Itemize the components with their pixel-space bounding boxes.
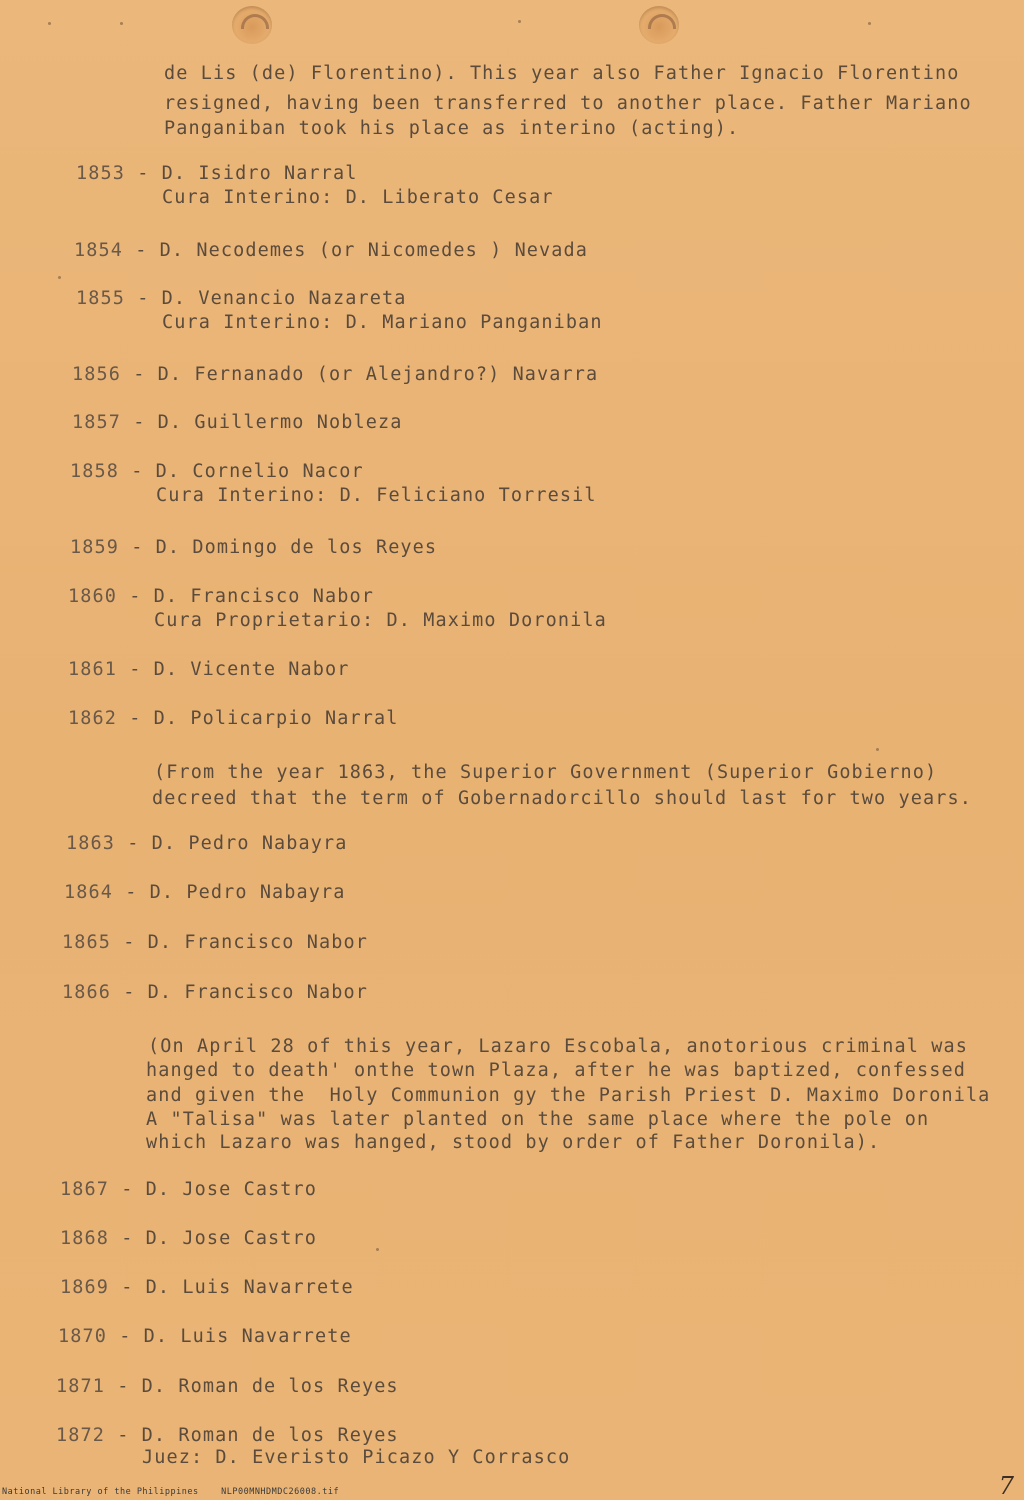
intro-line: resigned, having been transferred to another place. Father Mariano bbox=[164, 93, 972, 114]
entry-year: 1869 bbox=[60, 1277, 109, 1298]
entry-sub: Juez: D. Everisto Picazo Y Corrasco bbox=[142, 1447, 571, 1468]
year-entry: 1869 - D. Luis Navarrete bbox=[60, 1277, 354, 1298]
note-line: decreed that the term of Gobernadorcillo should last for two years. bbox=[152, 788, 972, 809]
entry-year: 1857 bbox=[72, 412, 121, 433]
entry-name: D. Isidro Narral bbox=[161, 163, 358, 184]
year-entry: 1868 - D. Jose Castro bbox=[60, 1228, 318, 1249]
paper-speck bbox=[48, 22, 51, 25]
year-entry: 1853 - D. Isidro Narral Cura Interino: D. Liberato Cesar bbox=[76, 163, 554, 208]
entry-year: 1856 bbox=[72, 364, 121, 385]
year-entry: 1866 - D. Francisco Nabor bbox=[62, 982, 368, 1003]
paper-speck bbox=[120, 22, 123, 25]
entry-name: D. Pedro Nabayra bbox=[151, 833, 348, 854]
paper-speck bbox=[876, 748, 879, 751]
file-name: NLP00MNHDMDC26008.tif bbox=[221, 1487, 340, 1497]
entry-year: 1855 bbox=[76, 288, 125, 309]
entry-year: 1859 bbox=[70, 537, 119, 558]
entry-year: 1867 bbox=[60, 1179, 109, 1200]
entry-name: D. Fernanado (or Alejandro?) Navarra bbox=[157, 364, 599, 385]
library-name: National Library of the Philippines bbox=[2, 1487, 199, 1497]
year-entry: 1854 - D. Necodemes (or Nicomedes ) Nevada bbox=[74, 240, 588, 261]
entry-name: D. Francisco Nabor bbox=[153, 586, 374, 607]
year-entry: 1855 - D. Venancio Nazareta Cura Interino: D. Mariano Panganiban bbox=[76, 288, 603, 333]
year-entry: 1856 - D. Fernanado (or Alejandro?) Navarra bbox=[72, 364, 599, 385]
entry-name: D. Jose Castro bbox=[145, 1179, 318, 1200]
entry-name: D. Cornelio Nacor bbox=[155, 461, 364, 482]
entry-year: 1865 bbox=[62, 932, 111, 953]
entry-name: D. Venancio Nazareta bbox=[161, 288, 407, 309]
entry-name: D. Policarpio Narral bbox=[153, 708, 399, 729]
intro-line: de Lis (de) Florentino). This year also Father Ignacio Florentino bbox=[164, 63, 960, 84]
entry-year: 1871 bbox=[56, 1376, 105, 1397]
entry-year: 1860 bbox=[68, 586, 117, 607]
entry-name: D. Luis Navarrete bbox=[143, 1326, 352, 1347]
entry-year: 1861 bbox=[68, 659, 117, 680]
entry-name: D. Jose Castro bbox=[145, 1228, 318, 1249]
note-line: (On April 28 of this year, Lazaro Escobala, anotorious criminal was bbox=[148, 1036, 968, 1057]
footer-caption bbox=[2, 1487, 339, 1497]
year-entry: 1858 - D. Cornelio Nacor Cura Interino: D. Feliciano Torresil bbox=[70, 461, 597, 506]
entry-sub: Cura Interino: D. Feliciano Torresil bbox=[156, 485, 597, 506]
paper-speck bbox=[376, 1248, 379, 1251]
punch-hole-right bbox=[639, 6, 679, 44]
year-entry: 1861 - D. Vicente Nabor bbox=[68, 659, 350, 680]
year-entry: 1872 - D. Roman de los Reyes Juez: D. Everisto Picazo Y Corrasco bbox=[56, 1425, 571, 1468]
entry-name: D. Guillermo Nobleza bbox=[157, 412, 403, 433]
entry-sub: Cura Interino: D. Liberato Cesar bbox=[162, 187, 554, 208]
punch-hole-left bbox=[232, 6, 272, 44]
year-entry: 1871 - D. Roman de los Reyes bbox=[56, 1376, 399, 1397]
entry-name: D. Francisco Nabor bbox=[147, 932, 368, 953]
paper-speck bbox=[518, 20, 521, 23]
entry-name: D. Luis Navarrete bbox=[145, 1277, 354, 1298]
year-entry: 1870 - D. Luis Navarrete bbox=[58, 1326, 352, 1347]
entry-year: 1853 bbox=[76, 163, 125, 184]
entry-name: D. Roman de los Reyes bbox=[141, 1425, 399, 1446]
entry-year: 1858 bbox=[70, 461, 119, 482]
note-line: hanged to death' onthe town Plaza, after he was baptized, confessed bbox=[146, 1060, 966, 1081]
entry-name: D. Vicente Nabor bbox=[153, 659, 350, 680]
entry-sub: Cura Proprietario: D. Maximo Doronila bbox=[154, 610, 607, 631]
entry-year: 1854 bbox=[74, 240, 123, 261]
note-line: (From the year 1863, the Superior Government (Superior Gobierno) bbox=[154, 762, 938, 783]
year-entry: 1860 - D. Francisco Nabor Cura Proprietario: D. Maximo Doronila bbox=[68, 586, 607, 631]
entry-year: 1864 bbox=[64, 882, 113, 903]
page-number: 7 bbox=[998, 1472, 1014, 1500]
entry-name: D. Domingo de los Reyes bbox=[155, 537, 438, 558]
year-entry: 1859 - D. Domingo de los Reyes bbox=[70, 537, 438, 558]
entry-year: 1868 bbox=[60, 1228, 109, 1249]
paper-speck bbox=[868, 22, 871, 25]
entry-year: 1870 bbox=[58, 1326, 107, 1347]
paper-speck bbox=[58, 276, 61, 279]
year-entry: 1867 - D. Jose Castro bbox=[60, 1179, 318, 1200]
note-line: A "Talisa" was later planted on the same place where the pole on bbox=[146, 1109, 930, 1130]
entry-year: 1866 bbox=[62, 982, 111, 1003]
year-entry: 1857 - D. Guillermo Nobleza bbox=[72, 412, 403, 433]
year-entry: 1865 - D. Francisco Nabor bbox=[62, 932, 368, 953]
year-entry: 1862 - D. Policarpio Narral bbox=[68, 708, 399, 729]
entry-sub: Cura Interino: D. Mariano Panganiban bbox=[162, 312, 603, 333]
intro-line: Panganiban took his place as interino (acting). bbox=[164, 118, 740, 139]
entry-year: 1862 bbox=[68, 708, 117, 729]
entry-name: D. Francisco Nabor bbox=[147, 982, 368, 1003]
year-entry: 1863 - D. Pedro Nabayra bbox=[66, 833, 348, 854]
entry-name: D. Roman de los Reyes bbox=[141, 1376, 399, 1397]
entry-year: 1863 bbox=[66, 833, 115, 854]
note-line: and given the Holy Communion gy the Parish Priest D. Maximo Doronila bbox=[146, 1085, 991, 1106]
entry-year: 1872 bbox=[56, 1425, 105, 1446]
year-entry: 1864 - D. Pedro Nabayra bbox=[64, 882, 346, 903]
entry-name: D. Pedro Nabayra bbox=[149, 882, 346, 903]
note-line: which Lazaro was hanged, stood by order of Father Doronila). bbox=[146, 1132, 881, 1153]
entry-name: D. Necodemes (or Nicomedes ) Nevada bbox=[159, 240, 588, 261]
